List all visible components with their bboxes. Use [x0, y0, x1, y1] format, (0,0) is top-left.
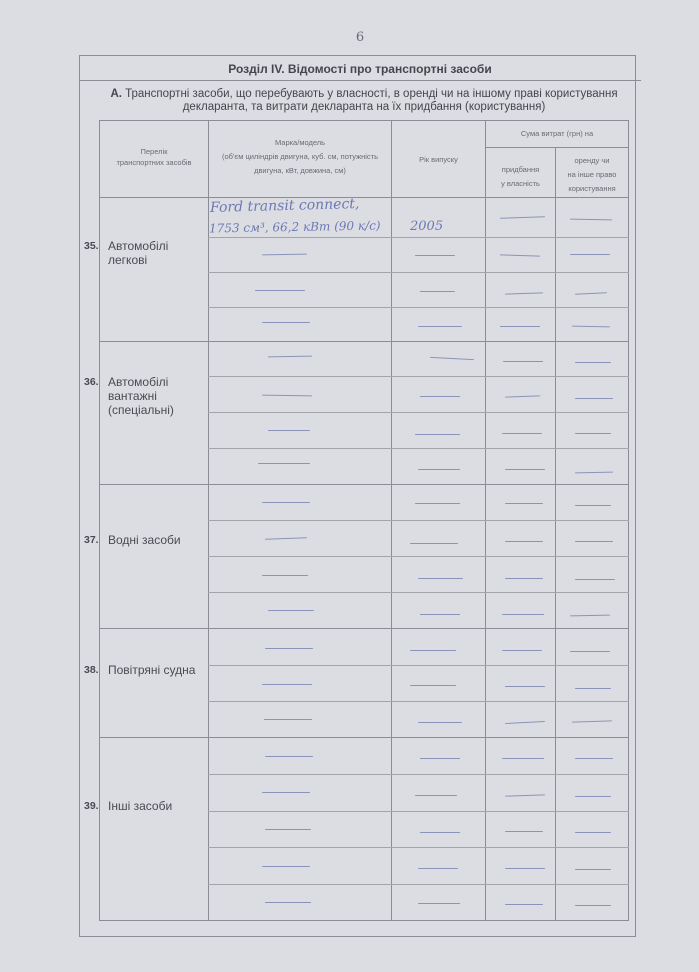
handwritten-year: 2005: [410, 219, 444, 234]
category-number: 36.: [84, 376, 99, 388]
col-header-rent: оренду чи на інше право користування: [567, 156, 617, 193]
subtitle: [79, 88, 649, 114]
category-label: Повітряні судна: [108, 663, 196, 677]
category-label: Водні засоби: [108, 533, 181, 547]
section-title: Розділ IV. Відомості про транспортні засоби: [79, 57, 641, 81]
category-number: 38.: [84, 664, 99, 676]
col-header-year: Рік випуску: [419, 155, 458, 164]
handwritten-model-line2: 1753 см³, 66,2 кВт (90 к/с): [208, 218, 381, 236]
category-label: Автомобілі легкові: [108, 239, 169, 267]
subtitle-line1: А. Транспортні засоби, що перебувають у власності, в оренді чи на іншому праві користування: [110, 88, 618, 100]
category-number: 37.: [84, 534, 99, 546]
page-number: 6: [355, 30, 365, 45]
subtitle-line2: декларанта, та витрати декларанта на їх придбання (користування): [182, 101, 546, 113]
subtitle-letter: А.: [110, 88, 122, 100]
category-label: Інші засоби: [108, 799, 173, 813]
category-number: 35.: [84, 240, 99, 252]
handwritten-model-line1: Ford transit connect,: [209, 196, 360, 216]
category-label: Автомобілі вантажні (спеціальні): [108, 375, 174, 417]
col-header-list: Перелік транспортних засобів: [116, 147, 192, 167]
category-number: 39.: [84, 800, 99, 812]
col-header-expenses: Сума витрат (грн) на: [520, 129, 594, 138]
col-header-purchase: придбання у власність: [501, 165, 540, 188]
col-header-model: Марка/модель (об'єм циліндрів двигуна, куб. см, потужність двигуна, кВт, довжина, см): [221, 138, 378, 175]
